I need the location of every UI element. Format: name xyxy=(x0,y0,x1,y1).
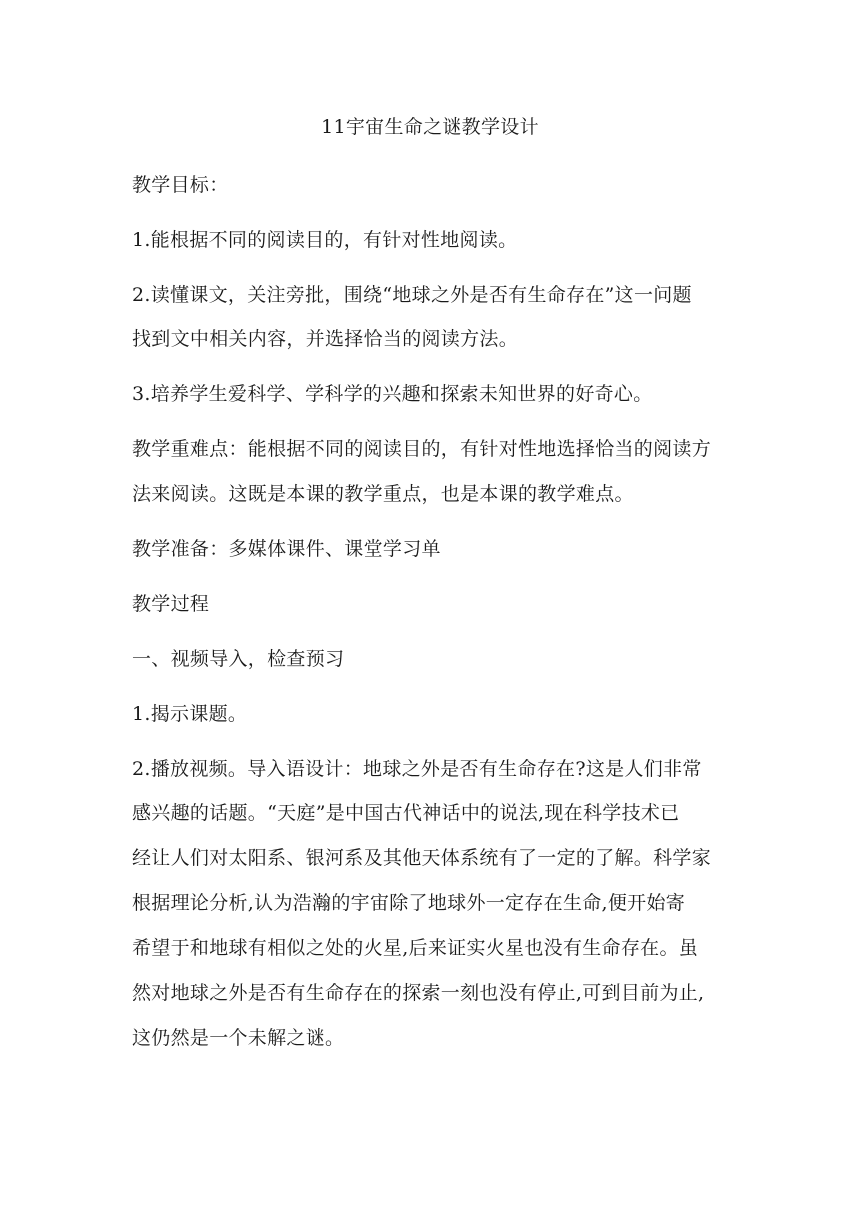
paragraph-line: 经让人们对太阳系、银河系及其他天体系统有了一定的了解。科学家 xyxy=(132,847,712,869)
paragraph-line: 感兴趣的话题。“天庭”是中国古代神话中的说法,现在科学技术已 xyxy=(132,802,680,824)
paragraph-line: 这仍然是一个未解之谜。 xyxy=(132,1027,345,1049)
paragraph-line: 1.能根据不同的阅读目的，有针对性地阅读。 xyxy=(132,229,518,251)
document-title: 11宇宙生命之谜教学设计 xyxy=(321,116,539,138)
paragraph-line: 然对地球之外是否有生命存在的探索一刻也没有停止,可到目前为止, xyxy=(132,982,705,1004)
paragraph-line: 2.播放视频。导入语设计：地球之外是否有生命存在?这是人们非常 xyxy=(132,758,702,780)
paragraph-line: 2.读懂课文，关注旁批，围绕“地球之外是否有生命存在”这一问题 xyxy=(132,284,692,306)
paragraph-line: 教学准备：多媒体课件、课堂学习单 xyxy=(132,538,441,560)
paragraph-line: 希望于和地球有相似之处的火星,后来证实火星也没有生命存在。虽 xyxy=(132,937,699,959)
paragraph-line: 1.揭示课题。 xyxy=(132,703,248,725)
paragraph-line: 教学重难点：能根据不同的阅读目的，有针对性地选择恰当的阅读方 xyxy=(132,438,712,460)
paragraph-line: 根据理论分析,认为浩瀚的宇宙除了地球外一定存在生命,便开始寄 xyxy=(132,892,686,914)
paragraph-line: 法来阅读。这既是本课的教学重点，也是本课的教学难点。 xyxy=(132,483,634,505)
paragraph-line: 找到文中相关内容，并选择恰当的阅读方法。 xyxy=(132,328,519,350)
section-heading-process: 教学过程 xyxy=(132,593,210,615)
section-heading-step-one: 一、视频导入，检查预习 xyxy=(132,648,345,670)
paragraph-line: 3.培养学生爱科学、学科学的兴趣和探索未知世界的好奇心。 xyxy=(132,383,653,405)
section-heading-objectives: 教学目标： xyxy=(132,174,229,196)
